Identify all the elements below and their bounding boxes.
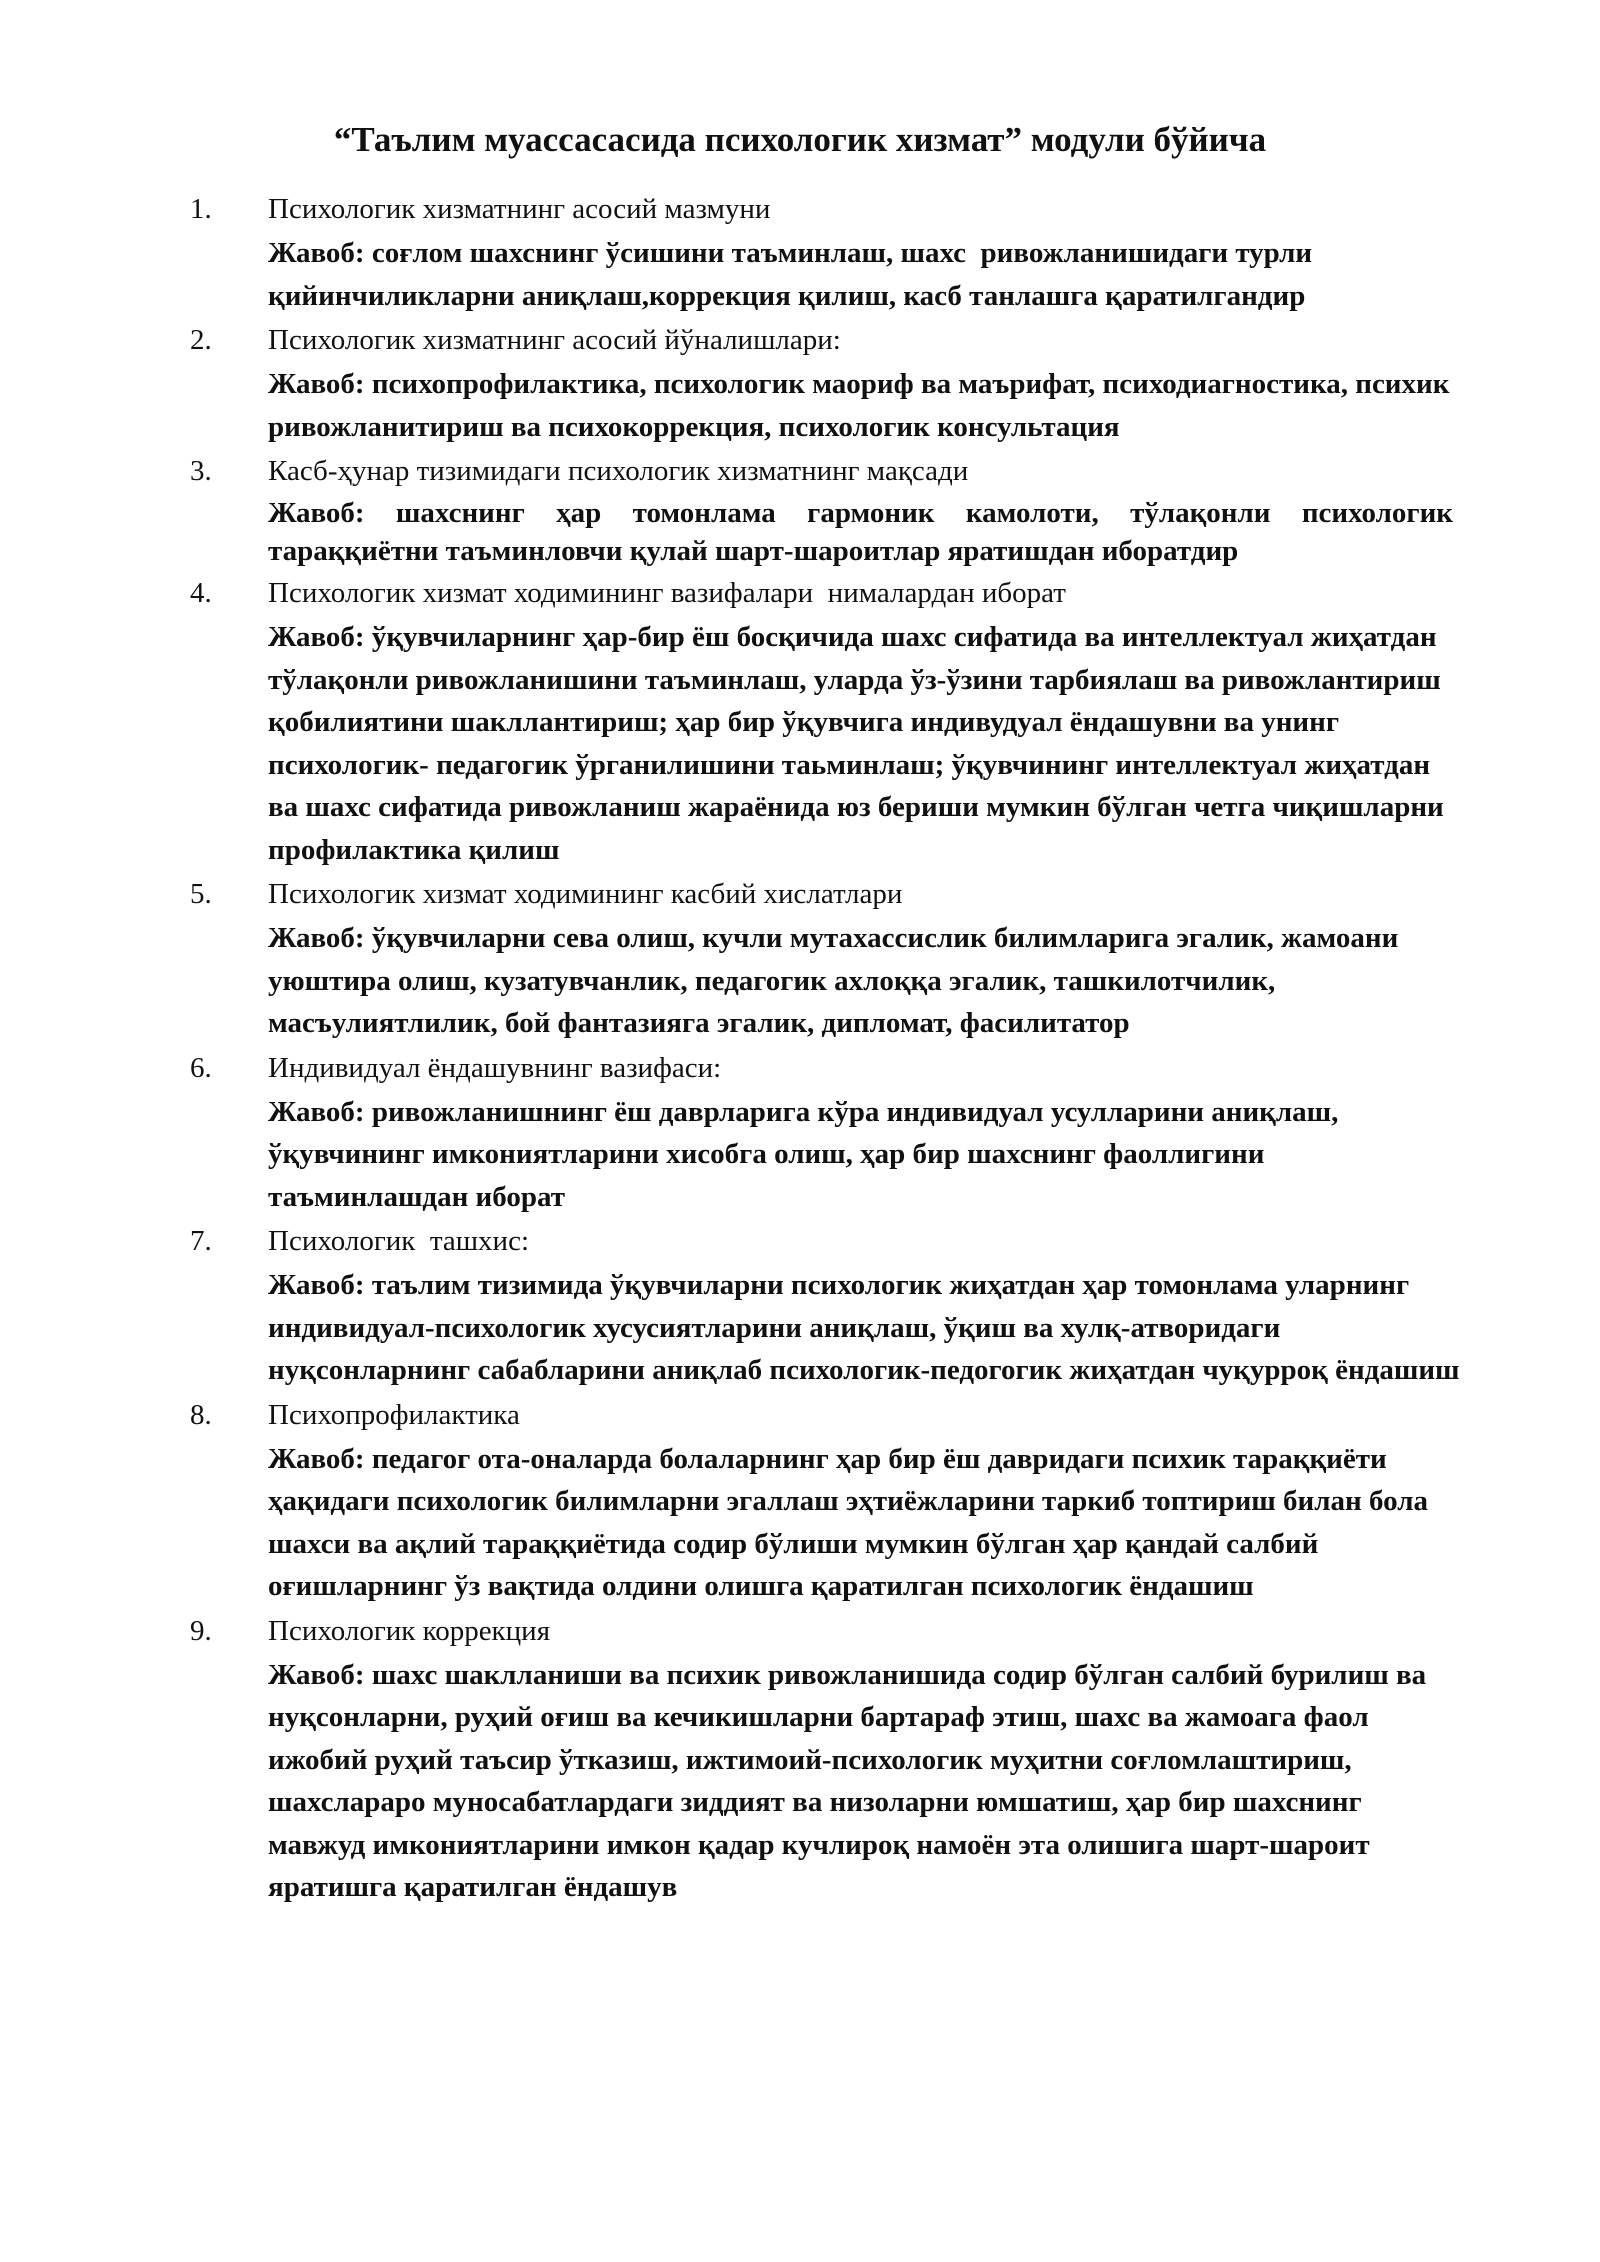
item-number: 6. [190, 1051, 212, 1084]
list-item [0, 450, 1460, 570]
question-list [0, 188, 1600, 1911]
item-number: 5. [190, 878, 212, 910]
item-number: 3. [190, 455, 212, 487]
answer-text: Жавоб: ўқувчиларнинг ҳар-бир ёш босқичида шахс сифатида ва интеллектуал жиҳатдан тўлақонли ривожланишини таъминлаш, уларда ўз-ўзини тарбиялаш ва ривожлантириш қобилиятини шакллантириш; ҳар бир ўқувчига индивудуал ёндашувни ва унинг психологик- педагогик ўрганилишини таьминлаш; ўқувчининг интеллектуал жиҳатдан ва шахс сифатида ривожланиш жараёнида юз бериши мумкин бўлган четга чиқишларни профилактика қилиш [268, 621, 1451, 866]
item-number: 4. [190, 577, 212, 609]
item-number: 1. [190, 193, 212, 225]
answer-text: Жавоб: шахс шаклланиши ва психик ривожланишида содир бўлган салбий бурилиш ва нуқсонларни, руҳий оғиш ва кечикишларни бартараф этиш, шахс ва жамоага фаол ижобий руҳий таъсир ўтказиш, ижтимоий-психологик муҳитни соғломлаштириш, шахслараро муносабатлардаги зиддият ва низоларни юмшатиш, ҳар бир шахснинг мавжуд имкониятларини имкон қадар кучлироқ намоён эта олишига шарт-шароит яратишга қаратилган ёндашув [268, 1658, 1434, 1903]
answer-text: Жавоб: ўқувчиларни сева олиш, кучли мутахассислик билимларига эгалик, жамоани уюштира олиш, кузатувчанлик, педагогик ахлоққа эгалик, ташкилотчилик, масъулиятлилик, бой фантазияга эгалик, дипломат, фасилитатор [268, 922, 1406, 1039]
question-text: Психопрофилактика [268, 1398, 520, 1431]
item-number: 8. [190, 1398, 212, 1431]
answer-text: Жавоб: педагог ота-оналарда болаларнинг ҳар бир ёш давридаги психик тараққиёти ҳақидаги психологик билимларни эгаллаш эҳтиёжларини таркиб топтириш билан бола шахси ва ақлий тараққиётида содир бўлиши мумкин бўлган ҳар қандай салбий оғишларнинг ўз вақтида олдини олишга қаратилган психологик ёндашиш [268, 1442, 1436, 1602]
item-number: 9. [190, 1614, 212, 1647]
answer-text: Жавоб: таълим тизимида ўқувчиларни психологик жиҳатдан ҳар томонлама уларнинг индивидуал-психологик хусусиятларини аниқлаш, ўқиш ва хулқ-атворидаги нуқсонларнинг сабабларини аниқлаб психологик-педогогик жиҳатдан чуқурроқ ёндашиш [268, 1269, 1460, 1386]
question-text: Индивидуал ёндашувнинг вазифаси: [268, 1051, 722, 1084]
question-text: Психологик хизмат ходимининг вазифалари нималардан иборат [268, 577, 1066, 609]
answer-text: Жавоб: ривожланишнинг ёш даврларига кўра индивидуал усулларини аниқлаш, ўқувчининг имкониятларини хисобга олиш, ҳар бир шахснинг фаоллигини таъминлашдан иборат [268, 1095, 1346, 1213]
question-text: Психологик хизмат ходимининг касбий хислатлари [268, 878, 903, 910]
list-item [0, 1220, 1460, 1392]
item-number: 7. [190, 1225, 212, 1257]
answer-text: Жавоб: соғлом шахснинг ўсишини таъминлаш, шахс ривожланишидаги турли қийинчиликларни аниқлаш,коррекция қилиш, касб танлашга қаратилгандир [268, 237, 1320, 312]
list-item [0, 188, 1460, 317]
list-item [0, 1047, 1460, 1219]
list-item [0, 572, 1460, 871]
question-text: Психологик коррекция [268, 1614, 551, 1647]
question-text: Психологик хизматнинг асосий йўналишлари: [268, 324, 841, 356]
item-number: 2. [190, 324, 212, 356]
question-text: Психологик хизматнинг асосий мазмуни [268, 193, 771, 225]
list-item [0, 873, 1460, 1045]
document-title: “Таълим муассасасида психологик хизмат” модули бўйича [333, 120, 1267, 159]
answer-text: Жавоб: шахснинг ҳар томонлама гармоник камолоти, тўлақонли психологик тараққиётни таъминловчи қулай шарт-шароитлар яратишдан иборатдир [268, 497, 1461, 567]
question-text: Касб-ҳунар тизимидаги психологик хизматнинг мақсади [268, 455, 969, 487]
list-item [0, 1394, 1460, 1608]
question-text: Психологик ташхис: [268, 1225, 529, 1257]
list-item [0, 319, 1460, 448]
answer-text: Жавоб: психопрофилактика, психологик маориф ва маърифат, психодиагностика, психик ривожланитириш ва психокоррекция, психологик консультация [268, 368, 1457, 443]
list-item [0, 1610, 1460, 1909]
